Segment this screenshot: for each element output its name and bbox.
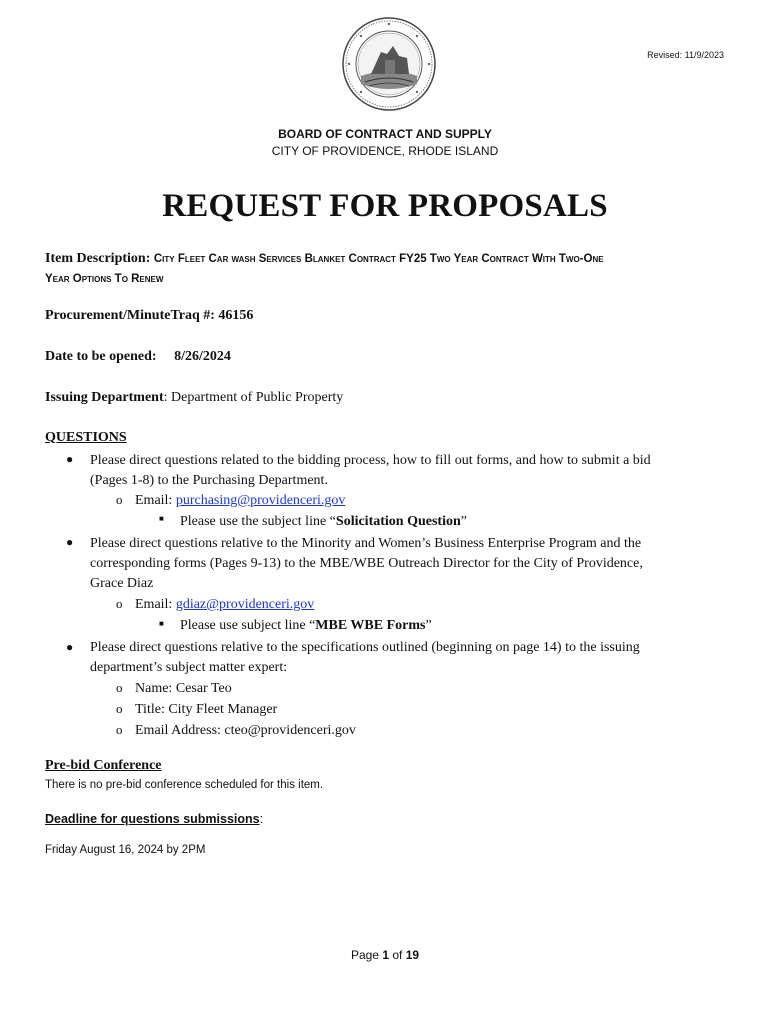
question-1-subject-pre: Please use the subject line “ [180, 514, 336, 529]
date-opened-value: 8/26/2024 [174, 349, 231, 364]
question-1-line2: (Pages 1-8) to the Purchasing Department. [90, 473, 328, 488]
question-2-subject-value: MBE WBE Forms [315, 618, 426, 633]
revised-date: Revised: 11/9/2023 [647, 50, 724, 60]
question-2-subject-pre: Please use subject line “ [180, 618, 316, 633]
bullet-icon: ● [66, 452, 74, 466]
bullet-icon: ● [66, 640, 74, 654]
page-of: of [389, 948, 406, 962]
board-name: BOARD OF CONTRACT AND SUPPLY [278, 127, 492, 141]
question-2-subject [180, 616, 432, 636]
purchasing-email-link[interactable]: purchasing@providenceri.gov [175, 493, 346, 508]
question-2-line1: Please direct questions relative to the Minority and Women’s Business Enterprise Program and the [90, 536, 642, 551]
question-2-subject-post: ” [425, 618, 432, 633]
circle-bullet-icon: o [116, 722, 123, 737]
square-bullet-icon: ■ [159, 514, 164, 523]
square-bullet-icon: ■ [159, 619, 164, 628]
item-description-line2: Year Options To Renew [45, 273, 164, 285]
issuing-department-label: Issuing Department [45, 390, 164, 405]
gdiaz-email-link[interactable]: gdiaz@providenceri.gov [175, 597, 315, 612]
question-3 [90, 638, 730, 678]
questions-heading: QUESTIONS [45, 430, 127, 445]
city-name: CITY OF PROVIDENCE, RHODE ISLAND [271, 144, 499, 158]
question-1-email [135, 491, 345, 511]
prebid-text: There is no pre-bid conference scheduled for this item. [45, 779, 324, 791]
question-3-line2: department’s subject matter expert: [90, 660, 288, 675]
question-1-subject [180, 512, 467, 532]
item-description [45, 249, 725, 289]
page-label: Page [350, 948, 383, 962]
page-title: REQUEST FOR PROPOSALS [162, 188, 608, 224]
circle-bullet-icon: o [116, 701, 123, 716]
circle-bullet-icon: o [116, 680, 123, 695]
date-opened-label: Date to be opened: [45, 349, 157, 364]
page-total: 19 [405, 948, 420, 962]
question-2-email-label: Email: [135, 597, 176, 612]
deadline-heading: Deadline for questions submissions [45, 812, 260, 826]
page-number: 1 [382, 948, 389, 962]
contact-name: Name: Cesar Teo [135, 681, 232, 696]
question-1-subject-post: ” [460, 514, 467, 529]
question-1-email-label: Email: [135, 493, 176, 508]
contact-title: Title: City Fleet Manager [135, 702, 278, 717]
issuing-department-value: : Department of Public Property [163, 390, 344, 405]
date-opened [45, 349, 231, 365]
item-description-label: Item Description: [45, 251, 151, 266]
page-footer [0, 948, 770, 962]
question-2-line2: corresponding forms (Pages 9-13) to the MBE/WBE Outreach Director for the City of Providence, [90, 556, 643, 571]
deadline-colon: : [259, 812, 264, 826]
question-3-line1: Please direct questions relative to the specifications outlined (beginning on page 14) to the issuing [90, 640, 640, 655]
city-seal [341, 16, 437, 112]
item-description-line1: City Fleet Car wash Services Blanket Contract FY25 Two Year Contract With Two-One [153, 253, 604, 265]
issuing-department [45, 390, 343, 406]
question-2-email [135, 595, 314, 615]
contact-email: Email Address: cteo@providenceri.gov [135, 723, 356, 738]
question-1-subject-value: Solicitation Question [335, 514, 461, 529]
deadline-text: Friday August 16, 2024 by 2PM [45, 844, 206, 856]
question-1-line1: Please direct questions related to the bidding process, how to fill out forms, and how to submit a bid [90, 453, 651, 468]
question-2 [90, 534, 730, 594]
circle-bullet-icon: o [116, 596, 123, 611]
procurement-number: Procurement/MinuteTraq #: 46156 [45, 308, 254, 323]
prebid-heading: Pre-bid Conference [45, 758, 162, 773]
question-2-line3: Grace Diaz [90, 576, 154, 591]
bullet-icon: ● [66, 535, 74, 549]
deadline-heading-row [45, 812, 263, 826]
question-1 [90, 451, 730, 491]
circle-bullet-icon: o [116, 492, 123, 507]
